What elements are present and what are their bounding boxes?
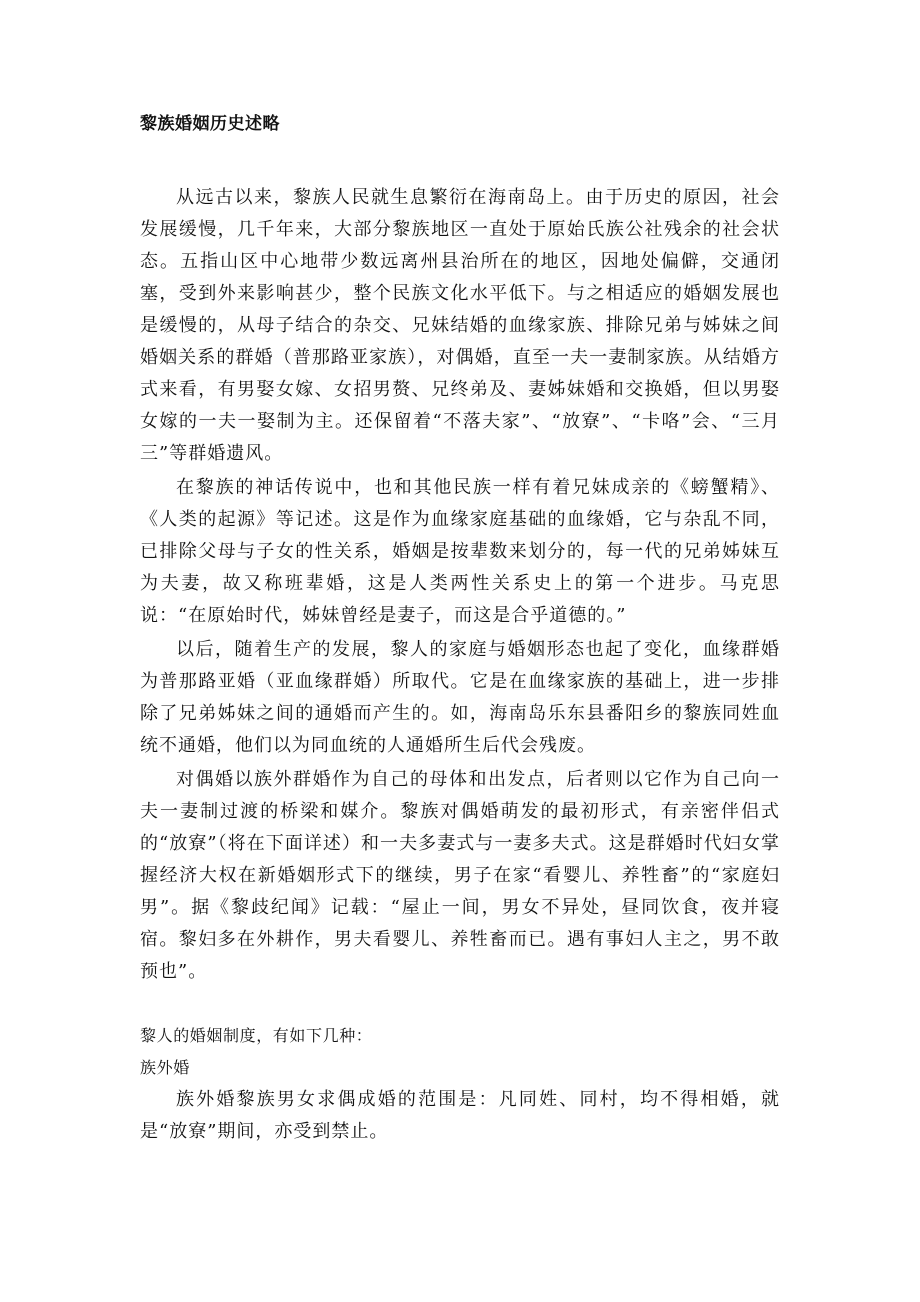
paragraph: 对偶婚以族外群婚作为自己的母体和出发点，后者则以它作为自己向一夫一妻制过渡的桥梁和媒介。黎族对偶婚萌发的最初形式，有亲密伴侣式的“放寮”（将在下面详述）和一夫多妻式与一妻多夫式。这是群婚时代妇女掌握经济大权在新婚姻形式下的继续，男子在家“看婴儿、养牲畜”的“家庭妇男”。据《黎歧纪闻》记载：“屋止一间，男女不异处，昼同饮食，夜并寝宿。黎妇多在外耕作，男夫看婴儿、养牲畜而已。遇有事妇人主之，男不敢预也”。: [140, 769, 780, 982]
document-title: 黎族婚姻历史述略: [140, 114, 280, 134]
document-page: [140, 110, 780, 1150]
section-intro: 黎人的婚姻制度，有如下几种：: [140, 1026, 373, 1045]
paragraph: 在黎族的神话传说中，也和其他民族一样有着兄妹成亲的《螃蟹精》、《人类的起源》等记述。这是作为血缘家庭基础的血缘婚，它与杂乱不同，已排除父母与子女的性关系，婚姻是按辈数来划分的，每一代的兄弟姊妹互为夫妻，故又称班辈婚，这是人类两性关系史上的第一个进步。马克思说：“在原始时代，姊妹曾经是妻子，而这是合乎道德的。”: [140, 477, 780, 626]
section-spacer: [140, 990, 780, 1020]
section-paragraph: 族外婚黎族男女求偶成婚的范围是：凡同姓、同村，均不得相婚，就是“放寮”期间，亦受到禁止。: [140, 1089, 780, 1142]
paragraph: 从远古以来，黎族人民就生息繁衍在海南岛上。由于历史的原因，社会发展缓慢，几千年来，大部分黎族地区一直处于原始氏族公社残余的社会状态。五指山区中心地带少数远离州县治所在的地区，因地处偏僻，交通闭塞，受到外来影响甚少，整个民族文化水平低下。与之相适应的婚姻发展也是缓慢的，从母子结合的杂交、兄妹结婚的血缘家族、排除兄弟与姊妹之间婚姻关系的群婚（普那路亚家族），对偶婚，直至一夫一妻制家族。从结婚方式来看，有男娶女嫁、女招男赘、兄终弟及、妻姊妹婚和交换婚，但以男娶女嫁的一夫一娶制为主。还保留着“不落夫家”、“放寮”、“卡咯”会、“三月三”等群婚遗风。: [140, 187, 780, 464]
section-heading: 族外婚: [140, 1058, 190, 1077]
paragraph: 以后，随着生产的发展，黎人的家庭与婚姻形态也起了变化，血缘群婚为普那路亚婚（亚血缘群婚）所取代。它是在血缘家族的基础上，进一步排除了兄弟姊妹之间的通婚而产生的。如，海南岛乐东县番阳乡的黎族同姓血统不通婚，他们以为同血统的人通婚所生后代会残废。: [140, 639, 780, 756]
